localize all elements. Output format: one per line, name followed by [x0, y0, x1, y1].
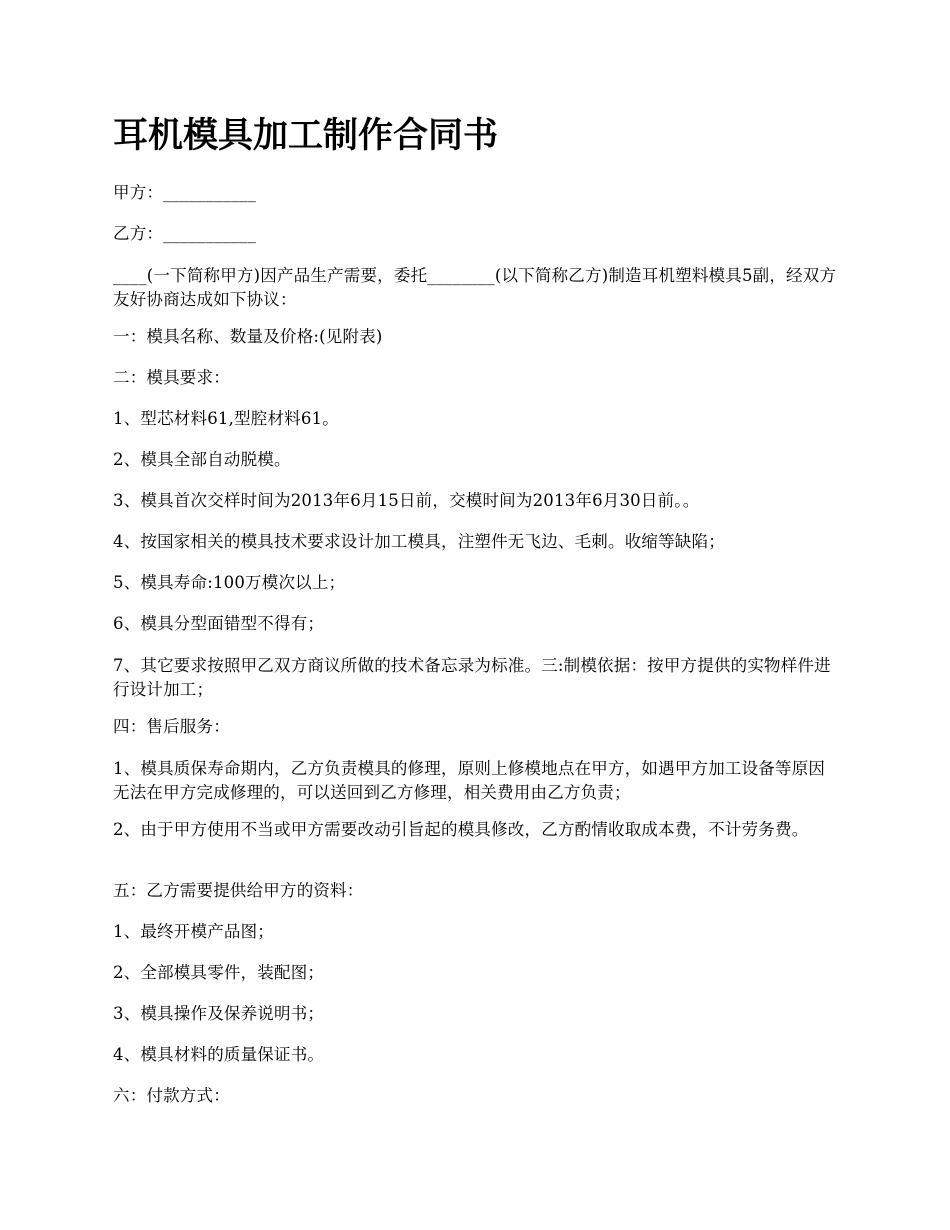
section-1-heading: 一：模具名称、数量及价格:(见附表) — [113, 327, 383, 346]
requirement-item-7: 7、其它要求按照甲乙双方商议所做的技术备忘录为标准。三:制模依据：按甲方提供的实物样件进行设计加工； — [113, 656, 831, 699]
document-title: 耳机模具加工制作合同书 — [113, 115, 499, 156]
deliverable-item-2: 2、全部模具零件，装配图； — [113, 963, 325, 982]
deliverable-item-3: 3、模具操作及保养说明书； — [113, 1004, 325, 1023]
deliverable-item-1: 1、最终开模产品图； — [113, 922, 274, 941]
party-a-line: 甲方：___________ — [113, 183, 257, 202]
requirement-item-3: 3、模具首次交样时间为2013年6月15日前，交模时间为2013年6月30日前。。 — [113, 491, 700, 510]
requirement-item-4: 4、按国家相关的模具技术要求设计加工模具，注塑件无飞边、毛刺。收缩等缺陷； — [113, 532, 725, 551]
requirement-item-5: 5、模具寿命:100万模次以上； — [113, 573, 346, 592]
section-2-heading: 二：模具要求： — [113, 368, 230, 387]
service-item-1: 1、模具质保寿命期内，乙方负责模具的修理，原则上修模地点在甲方，如遇甲方加工设备等原因无法在甲方完成修理的，可以送回到乙方修理，相关费用由乙方负责； — [113, 759, 826, 802]
deliverable-item-4: 4、模具材料的质量保证书。 — [113, 1045, 325, 1064]
section-4-heading: 四：售后服务： — [113, 717, 230, 736]
section-6-heading: 六：付款方式： — [113, 1086, 230, 1105]
intro-paragraph: ____(一下简称甲方)因产品生产需要，委托________(以下简称乙方)制造耳机塑料模具5副，经双方友好协商达成如下协议： — [113, 266, 837, 309]
requirement-item-1: 1、型芯材料61,型腔材料61。 — [113, 409, 339, 428]
requirement-item-2: 2、模具全部自动脱模。 — [113, 450, 291, 469]
party-b-line: 乙方：___________ — [113, 224, 257, 243]
requirement-item-6: 6、模具分型面错型不得有； — [113, 614, 325, 633]
service-item-2: 2、由于甲方使用不当或甲方需要改动引旨起的模具修改，乙方酌情收取成本费，不计劳务费。 — [113, 820, 809, 839]
section-5-heading: 五：乙方需要提供给甲方的资料： — [113, 881, 364, 900]
